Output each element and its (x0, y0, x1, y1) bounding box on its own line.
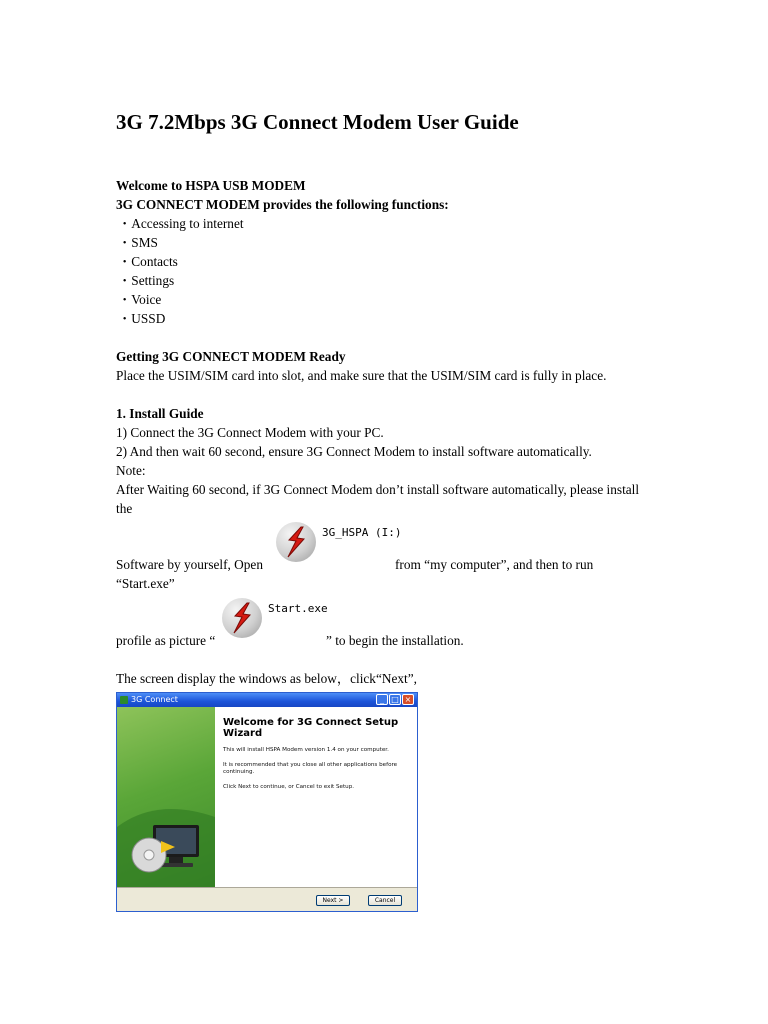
close-button[interactable]: × (402, 694, 414, 705)
list-item: ・SMS (118, 235, 158, 250)
list-item: ・Settings (118, 273, 175, 288)
wizard-text-3: Click Next to continue, or Cancel to exit Setup. (223, 784, 355, 790)
ready-text: Place the USIM/SIM card into slot, and make sure that the USIM/SIM card is fully in place. (116, 368, 607, 383)
page-title: 3G 7.2Mbps 3G Connect Modem User Guide (116, 110, 519, 134)
profile-suffix-text: ” to begin the installation. (326, 633, 464, 648)
open-prefix-text: Software by yourself, Open (116, 557, 263, 572)
drive-label: 3G_HSPA (I:) (322, 525, 402, 539)
next-button[interactable]: Next > (316, 895, 350, 906)
wizard-title-bar (117, 693, 417, 707)
list-item: ・Contacts (118, 254, 178, 269)
drive-icon-figure (276, 522, 401, 562)
start-exe-icon (222, 598, 262, 638)
note-line-2: the (116, 501, 133, 516)
screen-display-text: The screen display the windows as below，click“Next”, (116, 671, 417, 686)
wizard-window-title: 3G Connect (131, 695, 178, 704)
note-label: Note: (116, 463, 146, 478)
wizard-banner (117, 707, 215, 887)
install-heading: 1. Install Guide (116, 406, 204, 421)
list-item: ・Voice (118, 292, 162, 307)
wizard-text-1: This will install HSPA Modem version 1.4 on your computer. (223, 747, 389, 753)
install-step-1: 1) Connect the 3G Connect Modem with your PC. (116, 425, 384, 440)
start-exe-figure (222, 598, 328, 638)
list-item: ・Accessing to internet (118, 216, 244, 231)
wizard-text-2: It is recommended that you close all other applications before continuing. (223, 762, 398, 775)
wizard-footer (117, 888, 417, 911)
open-suffix-text: from “my computer”, and then to run (395, 557, 594, 572)
hspa-logo-icon (276, 522, 316, 562)
note-line-1: After Waiting 60 second, if 3G Connect Modem don’t install software automatically, please install (116, 482, 640, 497)
computer-cd-icon (117, 707, 215, 887)
functions-heading: 3G CONNECT MODEM provides the following functions: (116, 197, 449, 212)
start-exe-text: “Start.exe” (116, 576, 175, 591)
list-item: ・USSD (118, 311, 166, 326)
minimize-button[interactable]: _ (376, 694, 388, 705)
app-icon (120, 696, 128, 704)
wizard-content (215, 707, 417, 887)
wizard-heading: Welcome for 3G Connect Setup Wizard (223, 717, 399, 739)
profile-prefix-text: profile as picture “ (116, 633, 216, 648)
cancel-button[interactable]: Cancel (368, 895, 402, 906)
install-step-2: 2) And then wait 60 second, ensure 3G Connect Modem to install software automatically. (116, 444, 592, 459)
start-exe-label: Start.exe (268, 601, 328, 615)
ready-heading: Getting 3G CONNECT MODEM Ready (116, 349, 346, 364)
setup-wizard-window (116, 692, 418, 912)
maximize-button[interactable]: □ (389, 694, 401, 705)
welcome-heading: Welcome to HSPA USB MODEM (116, 178, 306, 193)
